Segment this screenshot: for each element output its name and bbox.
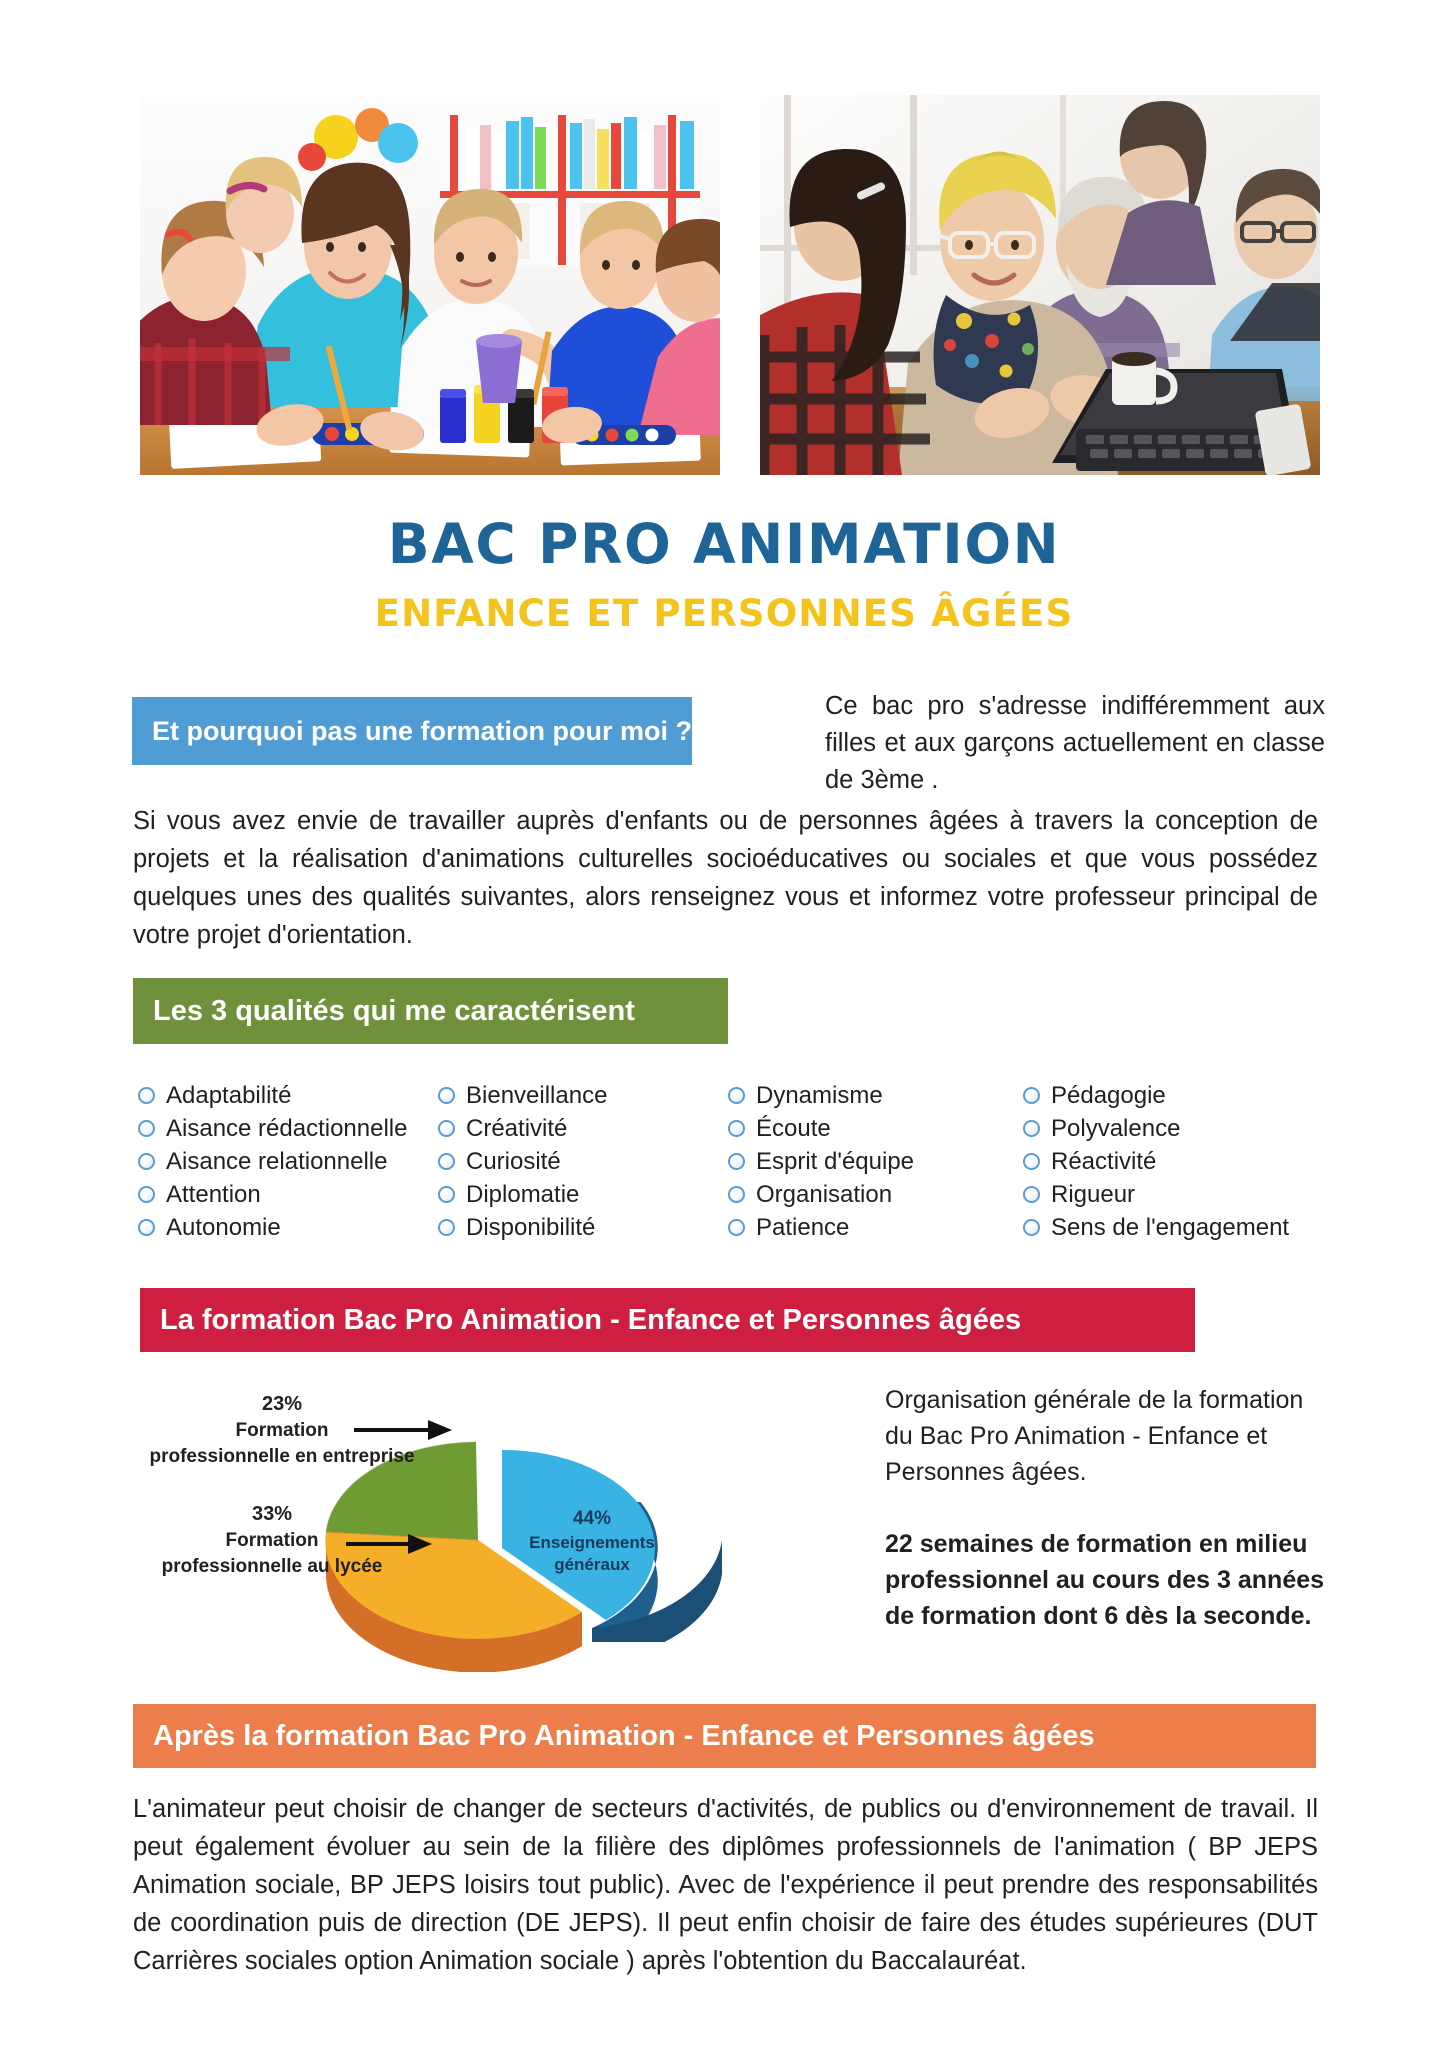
checkbox-circle-icon[interactable] <box>138 1219 155 1236</box>
quality-item[interactable] <box>138 1182 438 1207</box>
pie-callout-2-percent: 33% <box>251 1503 293 1525</box>
quality-item[interactable] <box>728 1116 1023 1141</box>
pie-callout-1-arrow-icon <box>354 1420 452 1440</box>
quality-label: Bienveillance <box>466 1082 608 1109</box>
formation-description: Organisation générale de la formation du Bac Pro Animation - Enfance et Personnes âgées. <box>885 1386 1304 1486</box>
quality-label: Disponibilité <box>466 1214 596 1241</box>
checkbox-circle-icon[interactable] <box>1023 1153 1040 1170</box>
quality-label: Pédagogie <box>1051 1082 1166 1109</box>
quality-item[interactable] <box>438 1149 728 1174</box>
qualities-column-4 <box>1023 1083 1323 1240</box>
quality-item[interactable] <box>728 1215 1023 1240</box>
pie-callout-1-percent: 23% <box>261 1393 303 1415</box>
checkbox-circle-icon[interactable] <box>728 1219 745 1236</box>
pie-slice-value-blue: 44% <box>572 1508 612 1529</box>
checkbox-circle-icon[interactable] <box>728 1120 745 1137</box>
qualities-column-3 <box>728 1083 1023 1240</box>
checkbox-circle-icon[interactable] <box>728 1186 745 1203</box>
quality-label: Dynamisme <box>756 1082 883 1109</box>
checkbox-circle-icon[interactable] <box>138 1153 155 1170</box>
page-title: BAC PRO ANIMATION <box>387 512 1061 576</box>
banner-qualities <box>133 978 728 1044</box>
banner-why-training <box>132 697 692 765</box>
pie-callout-2-line1: Formation <box>225 1530 319 1551</box>
checkbox-circle-icon[interactable] <box>438 1153 455 1170</box>
checkbox-circle-icon[interactable] <box>438 1087 455 1104</box>
quality-label: Écoute <box>756 1115 831 1142</box>
pie-slice-label-blue-line2: généraux <box>554 1555 630 1574</box>
checkbox-circle-icon[interactable] <box>138 1186 155 1203</box>
checkbox-circle-icon[interactable] <box>1023 1120 1040 1137</box>
quality-label: Aisance rédactionnelle <box>166 1115 408 1142</box>
checkbox-circle-icon[interactable] <box>438 1186 455 1203</box>
qualities-checklist <box>138 1083 1323 1240</box>
quality-item[interactable] <box>1023 1083 1323 1108</box>
quality-item[interactable] <box>1023 1149 1323 1174</box>
quality-item[interactable] <box>138 1215 438 1240</box>
formation-highlight: 22 semaines de formation en milieu professionnel au cours des 3 années de formation dont 6 dès la seconde. <box>885 1530 1325 1630</box>
checkbox-circle-icon[interactable] <box>1023 1087 1040 1104</box>
photo-seniors-computer-class <box>760 95 1320 475</box>
checkbox-circle-icon[interactable] <box>728 1153 745 1170</box>
qualities-column-1 <box>138 1083 438 1240</box>
banner-after-formation <box>133 1704 1316 1768</box>
checkbox-circle-icon[interactable] <box>438 1120 455 1137</box>
checkbox-circle-icon[interactable] <box>1023 1186 1040 1203</box>
quality-label: Sens de l'engagement <box>1051 1214 1290 1241</box>
quality-item[interactable] <box>728 1182 1023 1207</box>
checkbox-circle-icon[interactable] <box>728 1087 745 1104</box>
page-subtitle: ENFANCE ET PERSONNES ÂGÉES <box>374 592 1074 635</box>
after-body-text <box>133 1790 1318 1980</box>
banner-qualities-label: Les 3 qualités qui me caractérisent <box>153 994 635 1027</box>
pie-callout-1-line2: professionnelle en entreprise <box>149 1446 415 1467</box>
quality-label: Curiosité <box>466 1148 561 1175</box>
pie-chart <box>140 1372 840 1672</box>
quality-item[interactable] <box>438 1083 728 1108</box>
quality-item[interactable] <box>138 1083 438 1108</box>
header-photos <box>140 95 1320 475</box>
quality-label: Attention <box>166 1181 261 1208</box>
quality-item[interactable] <box>138 1116 438 1141</box>
quality-label: Rigueur <box>1051 1181 1136 1208</box>
quality-label: Diplomatie <box>466 1181 580 1208</box>
quality-label: Autonomie <box>166 1214 281 1241</box>
pie-slice-label-blue-line1: Enseignements <box>529 1533 655 1552</box>
after-body-paragraph: L'animateur peut choisir de changer de secteurs d'activités, de publics ou d'environnement de travail. Il peut également évoluer au sein de la filière des diplômes professionnels de l'animation ( BP JEPS Animation sociale, BP JEPS loisirs tout public). Avec de l'expérience il peut prendre des responsabilités de coordination puis de direction (DE JEPS). Il peut enfin choisir de faire des études supérieures (DUT Carrières sociales option Animation sociale ) après l'obtention du Baccalauréat. <box>133 1795 1318 1975</box>
qualities-column-2 <box>438 1083 728 1240</box>
quality-label: Créativité <box>466 1115 568 1142</box>
pie-callout-2-line2: professionnelle au lycée <box>161 1556 383 1577</box>
quality-label: Adaptabilité <box>166 1082 292 1109</box>
intro-body-paragraph: Si vous avez envie de travailler auprès d'enfants ou de personnes âgées à travers la conception de projets et la réalisation d'animations culturelles socioéducatives ou sociales et que vous possédez quelques unes des qualités suivantes, alors renseignez vous et informez votre professeur principal de votre projet d'orientation. <box>133 807 1318 949</box>
quality-label: Réactivité <box>1051 1148 1157 1175</box>
quality-item[interactable] <box>1023 1215 1323 1240</box>
quality-item[interactable] <box>138 1149 438 1174</box>
quality-label: Aisance relationnelle <box>166 1148 388 1175</box>
photo-children-activity <box>140 95 720 475</box>
quality-label: Organisation <box>756 1181 893 1208</box>
banner-formation <box>140 1288 1195 1352</box>
checkbox-circle-icon[interactable] <box>438 1219 455 1236</box>
banner-formation-label: La formation Bac Pro Animation - Enfance et Personnes âgées <box>160 1303 1022 1336</box>
quality-item[interactable] <box>438 1215 728 1240</box>
checkbox-circle-icon[interactable] <box>1023 1219 1040 1236</box>
formation-description-block <box>885 1382 1325 1634</box>
quality-item[interactable] <box>728 1149 1023 1174</box>
quality-label: Polyvalence <box>1051 1115 1181 1142</box>
quality-item[interactable] <box>1023 1182 1323 1207</box>
quality-item[interactable] <box>438 1182 728 1207</box>
pie-callout-1-line1: Formation <box>235 1420 329 1441</box>
banner-after-formation-label: Après la formation Bac Pro Animation - Enfance et Personnes âgées <box>153 1719 1095 1752</box>
quality-item[interactable] <box>438 1116 728 1141</box>
quality-item[interactable] <box>1023 1116 1323 1141</box>
intro-right-text: Ce bac pro s'adresse indifféremment aux filles et aux garçons actuellement en classe de 3ème . <box>825 692 1325 794</box>
checkbox-circle-icon[interactable] <box>138 1120 155 1137</box>
banner-why-training-label: Et pourquoi pas une formation pour moi ? <box>152 715 692 746</box>
intro-body-text <box>133 802 1318 954</box>
checkbox-circle-icon[interactable] <box>138 1087 155 1104</box>
quality-label: Patience <box>756 1214 850 1241</box>
quality-item[interactable] <box>728 1083 1023 1108</box>
quality-label: Esprit d'équipe <box>756 1148 915 1175</box>
